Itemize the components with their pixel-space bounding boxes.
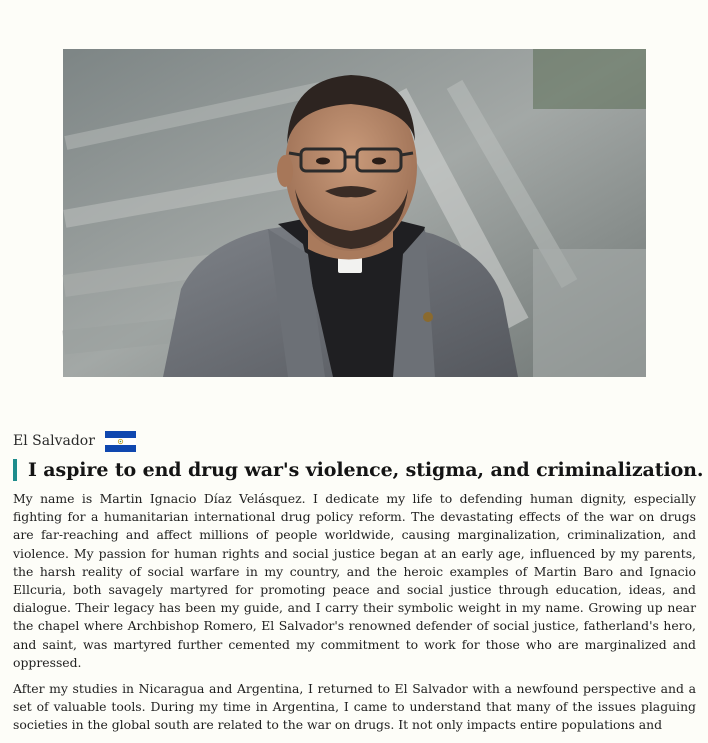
- country-name: El Salvador: [13, 433, 95, 449]
- country-row: [13, 430, 136, 452]
- profile-photo: [63, 49, 646, 377]
- biography-text: [13, 490, 696, 743]
- biography-paragraph-2: After my studies in Nicaragua and Argentina, I returned to El Salvador with a newfound perspective and a set of valuable tools. During my time in Argentina, I came to understand that many of the issues plaguing societies in the global south are related to the war on drugs. It not only impacts entire populations and: [13, 681, 696, 733]
- el-salvador-flag-icon: [105, 431, 136, 452]
- headline: I aspire to end drug war's violence, stigma, and criminalization.: [28, 459, 704, 481]
- headline-accent-bar: [13, 459, 17, 481]
- biography-paragraph-1: My name is Martin Ignacio Díaz Velásquez. I dedicate my life to defending human dignity, especially fighting for a humanitarian international drug policy reform. The devastating effects of the war on drugs are far-reaching and affect millions of people worldwide, causing marginalization, criminalization, and violence. My passion for human rights and social justice began at an early age, influenced by my parents, the harsh reality of social warfare in my country, and the heroic examples of Martin Baro and Ignacio Ellcuria, both savagely martyred for promoting peace and social justice through education, ideas, and dialogue. Their legacy has been my guide, and I carry their symbolic weight in my name. Growing up near the chapel where Archbishop Romero, El Salvador's renowned defender of social justice, fatherland's hero, and saint, was martyred further cemented my commitment to work for those who are marginalized and oppressed.: [13, 491, 696, 670]
- headline-block: [13, 458, 703, 482]
